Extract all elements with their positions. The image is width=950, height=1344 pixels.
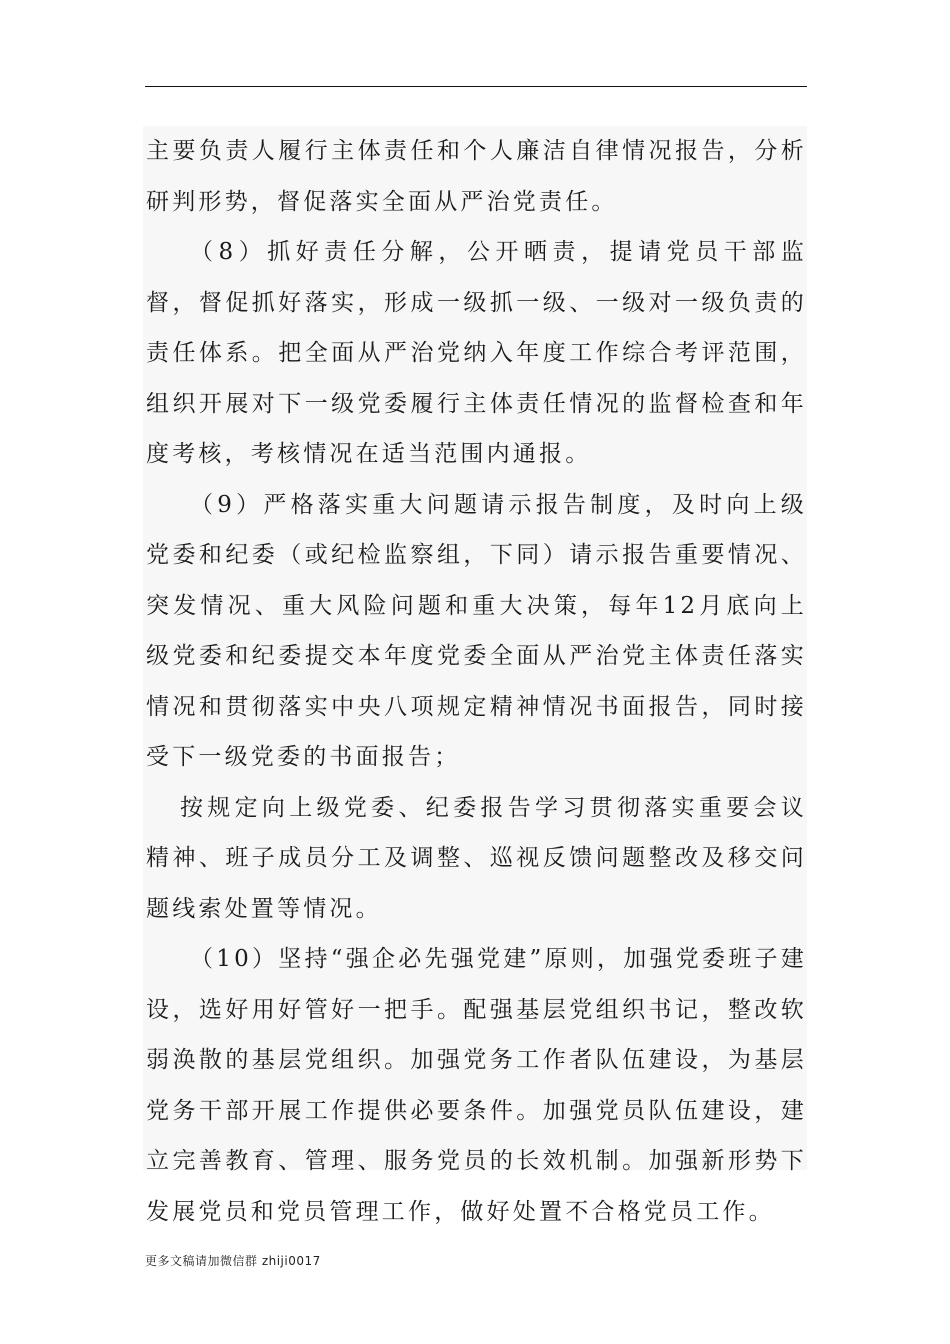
paragraph-item-10: （10）坚持“强企必先强党建”原则，加强党委班子建设，选好用好管好一把手。配强基层党组织书记，整改软弱涣散的基层党组织。加强党务工作者队伍建设，为基层党务干部开展工作提供必要条件。加强党员队伍建设，建立完善教育、管理、服务党员的长效机制。加强新形势下发展党员和党员管理工作，做好处置不合格党员工作。 [146,946,807,1225]
paragraph-continuation: 主要负责人履行主体责任和个人廉洁自律情况报告，分析研判形势，督促落实全面从严治党责任。 [146,138,807,215]
paragraph-item-9: （9）严格落实重大问题请示报告制度，及时向上级党委和纪委（或纪检监察组，下同）请示报告重要情况、突发情况、重大风险问题和重大决策，每年12月底向上级党委和纪委提交本年度党委全面从严治党主体责任落实情况和贯彻落实中央八项规定精神情况书面报告，同时接受下一级党委的书面报告； [146,491,807,770]
document-body [143,126,807,1225]
footer-note: 更多文稿请加微信群 zhiji0017 [145,1254,321,1268]
paragraph-item-8: （8）抓好责任分解，公开晒责，提请党员干部监督，督促抓好落实，形成一级抓一级、一级对一级负责的责任体系。把全面从严治党纳入年度工作综合考评范围，组织开展对下一级党委履行主体责任情况的监督检查和年度考核，考核情况在适当范围内通报。 [146,239,807,467]
paragraph-reporting: 按规定向上级党委、纪委报告学习贯彻落实重要会议精神、班子成员分工及调整、巡视反馈问题整改及移交问题线索处置等情况。 [146,794,807,922]
header-rule [145,86,807,87]
